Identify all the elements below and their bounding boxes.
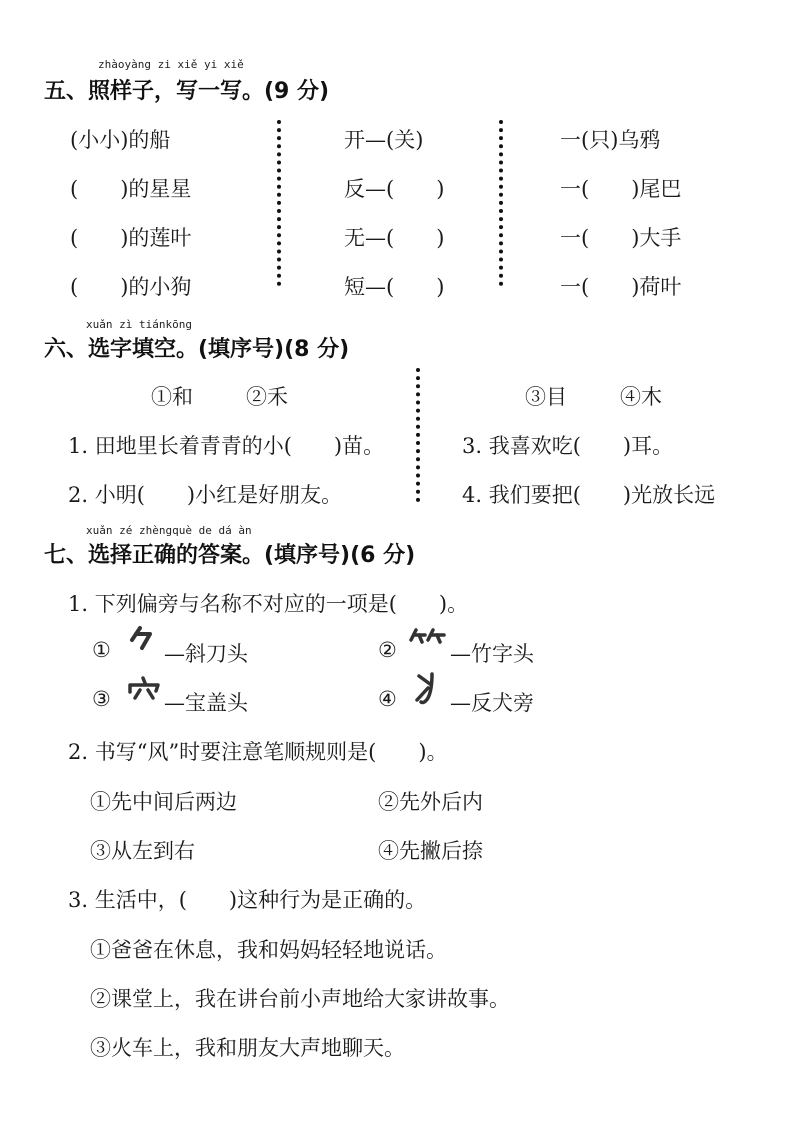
s7-q1-stem: 1. 下列偏旁与名称不对应的一项是( )。 — [68, 592, 469, 616]
s5-col1-row4: ( )的小狗 — [70, 275, 192, 299]
s7-q2-stem: 2. 书写“风”时要注意笔顺规则是( )。 — [68, 740, 448, 764]
s6-question-2: 2. 小明( )小红是好朋友。 — [68, 483, 343, 507]
s6-question-4: 4. 我们要把( )光放长远 — [462, 483, 716, 507]
s6-option-2: ②禾 — [246, 385, 288, 409]
xiedaotou-radical-icon — [124, 624, 164, 658]
s7-q2-opt1: ①先中间后两边 — [90, 790, 237, 814]
s5-col1-row2: ( )的星星 — [70, 177, 192, 201]
s5-divider-2 — [499, 120, 503, 286]
s5-col2-row2: 反—( ) — [344, 177, 445, 201]
s6-option-1: ①和 — [151, 385, 193, 409]
zhuzitou-radical-icon — [408, 626, 448, 656]
s5-col3-row2: 一( )尾巴 — [560, 177, 682, 201]
s7-q1-opt2-text: —竹字头 — [450, 642, 534, 666]
s5-col3-row3: 一( )大手 — [560, 226, 682, 250]
s7-q1-opt4-text: —反犬旁 — [450, 691, 534, 715]
section7-heading: 七、选择正确的答案。(填序号)(6 分) — [44, 543, 416, 568]
s7-q3-stem: 3. 生活中，( )这种行为是正确的。 — [68, 888, 427, 912]
s5-col1-row3: ( )的莲叶 — [70, 226, 192, 250]
section5-pinyin: zhàoyàng zi xiě yi xiě — [98, 58, 244, 71]
s6-divider — [416, 368, 420, 502]
s5-col3-row1: 一(只)乌鸦 — [560, 128, 661, 152]
s5-col2-row1: 开—(关) — [344, 128, 424, 152]
s5-col1-row1: (小小)的船 — [70, 128, 171, 152]
s7-q1-opt2-number: ② — [378, 638, 397, 662]
s6-option-3: ③目 — [525, 385, 567, 409]
s6-option-4: ④木 — [620, 385, 662, 409]
s5-col3-row4: 一( )荷叶 — [560, 275, 682, 299]
fanquanpang-radical-icon — [412, 670, 442, 712]
s7-q2-opt4: ④先撇后捺 — [378, 839, 483, 863]
s7-q1-opt4-number: ④ — [378, 687, 397, 711]
s5-col2-row3: 无—( ) — [344, 226, 445, 250]
section6-pinyin: xuǎn zì tiánkōng — [86, 318, 192, 331]
s6-question-3: 3. 我喜欢吃( )耳。 — [462, 434, 674, 458]
s7-q3-opt3: ③火车上，我和朋友大声地聊天。 — [90, 1036, 405, 1060]
s7-q1-opt1-text: —斜刀头 — [164, 642, 248, 666]
s6-question-1: 1. 田地里长着青青的小( )苗。 — [68, 434, 385, 458]
section5-heading: 五、照样子，写一写。(9 分) — [44, 79, 330, 104]
section6-heading: 六、选字填空。(填序号)(8 分) — [44, 337, 350, 362]
s7-q1-opt1-number: ① — [92, 638, 111, 662]
s5-divider-1 — [277, 120, 281, 286]
s5-col2-row4: 短—( ) — [344, 275, 445, 299]
s7-q1-opt3-text: —宝盖头 — [164, 691, 248, 715]
s7-q2-opt2: ②先外后内 — [378, 790, 483, 814]
s7-q1-opt3-number: ③ — [92, 687, 111, 711]
s7-q2-opt3: ③从左到右 — [90, 839, 195, 863]
section7-pinyin: xuǎn zé zhèngquè de dá àn — [86, 524, 252, 537]
s7-q3-opt2: ②课堂上，我在讲台前小声地给大家讲故事。 — [90, 987, 510, 1011]
s7-q3-opt1: ①爸爸在休息，我和妈妈轻轻地说话。 — [90, 938, 447, 962]
baogaitou-radical-icon — [124, 676, 164, 706]
